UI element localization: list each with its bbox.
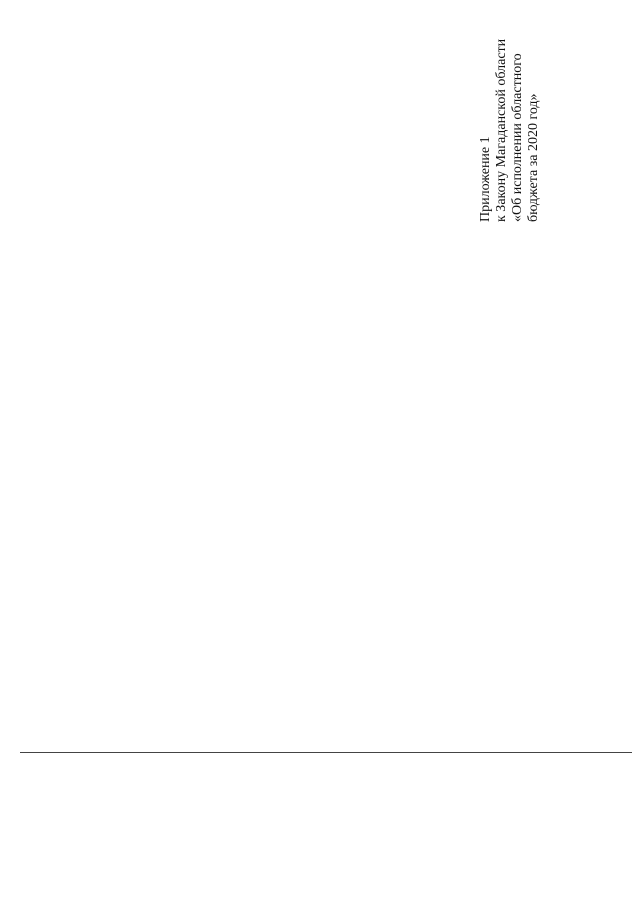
appendix-line-2: к Закону Магаданской области — [494, 38, 509, 222]
appendix-block — [478, 32, 542, 222]
rotated-document-page — [478, 38, 640, 742]
appendix-line-3: «Об исполнении областного — [510, 53, 525, 222]
appendix-line-1: Приложение 1 — [478, 136, 493, 222]
page-separator-line — [20, 752, 632, 753]
appendix-line-4: бюджета за 2020 год» — [526, 93, 541, 222]
